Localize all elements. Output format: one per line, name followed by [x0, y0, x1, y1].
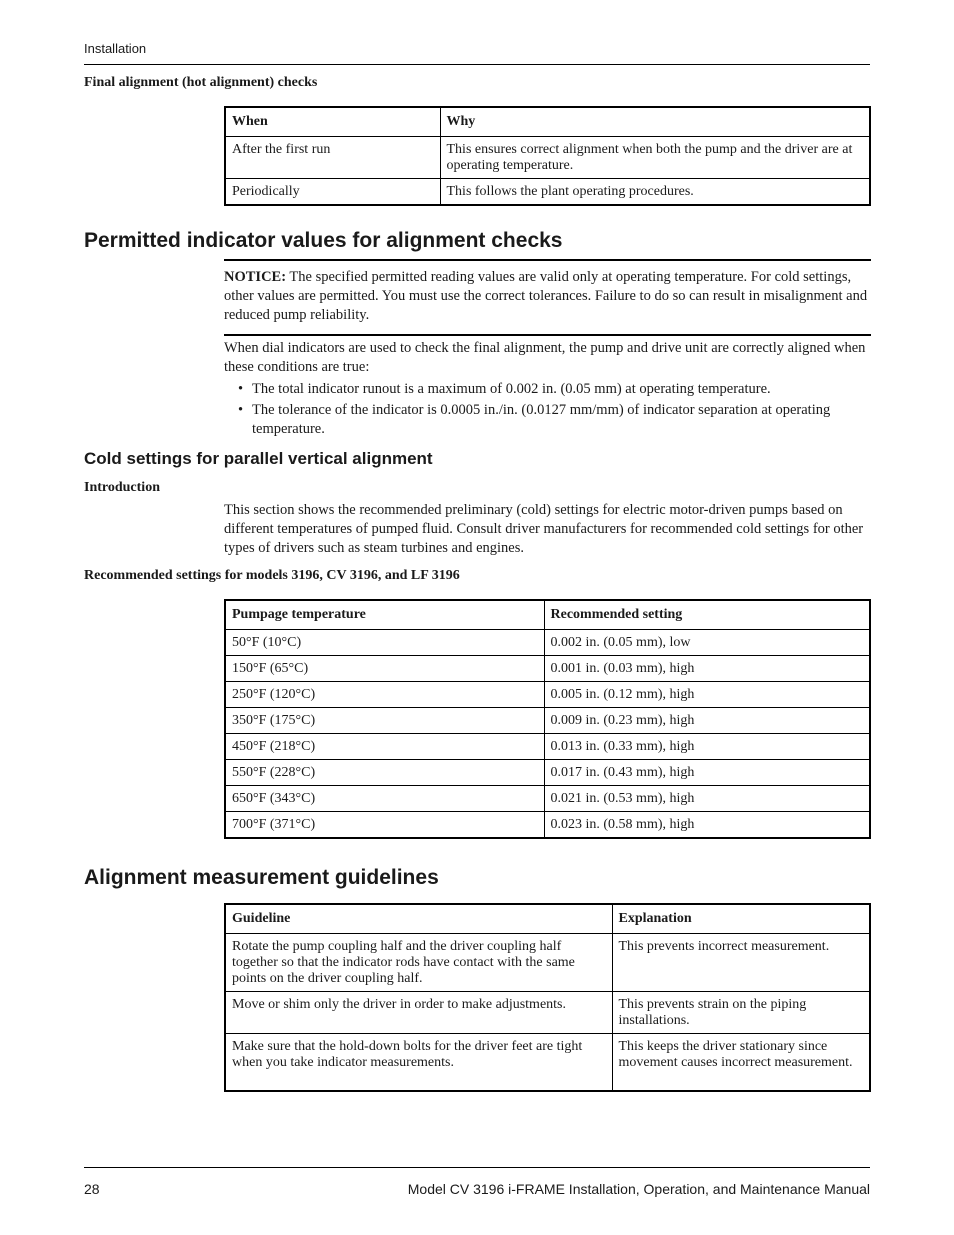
table-cell: 0.021 in. (0.53 mm), high: [544, 786, 870, 812]
cold-heading: Cold settings for parallel vertical alignment: [84, 449, 433, 468]
notice-block: [224, 268, 870, 325]
guidelines-heading: Alignment measurement guidelines: [84, 866, 439, 889]
table-row: [225, 656, 870, 682]
table-row: [225, 682, 870, 708]
final-checks-table: [224, 106, 871, 206]
table-cell: 700°F (371°C): [225, 812, 544, 839]
cold-settings-table: [224, 599, 871, 839]
table-row: [225, 812, 870, 839]
table-row: [225, 137, 870, 179]
column-header: Recommended setting: [544, 600, 870, 630]
table-cell: 250°F (120°C): [225, 682, 544, 708]
list-item: • The total indicator runout is a maximum of 0.002 in. (0.05 mm) at operating temperature.: [238, 381, 771, 397]
permitted-heading: Permitted indicator values for alignment checks: [84, 229, 563, 252]
footer-rule: [84, 1167, 870, 1168]
table-row: [225, 179, 870, 206]
list-item: • The tolerance of the indicator is 0.0005 in./in. (0.0127 mm/mm) of indicator separation at operating temperature.: [238, 402, 831, 437]
table-cell: 0.002 in. (0.05 mm), low: [544, 630, 870, 656]
table-cell: 0.009 in. (0.23 mm), high: [544, 708, 870, 734]
table-row: [225, 708, 870, 734]
table-cell: 0.023 in. (0.58 mm), high: [544, 812, 870, 839]
final-checks-heading: Final alignment (hot alignment) checks: [84, 75, 318, 90]
table-row: [225, 734, 870, 760]
bullet-icon: •: [238, 381, 244, 397]
column-header: Why: [440, 107, 870, 137]
table-cell: This keeps the driver stationary since movement causes incorrect measurement.: [612, 1034, 870, 1091]
table-header-row: [225, 600, 870, 630]
table-cell: 0.005 in. (0.12 mm), high: [544, 682, 870, 708]
guidelines-table: [224, 903, 871, 1092]
header-rule: [84, 64, 870, 65]
table-cell: Make sure that the hold-down bolts for the driver feet are tight when you take indicator measurements.: [225, 1034, 612, 1091]
column-header: Explanation: [612, 904, 870, 934]
table-header-row: [225, 107, 870, 137]
table-cell: 450°F (218°C): [225, 734, 544, 760]
table-header-row: [225, 904, 870, 934]
notice-top-rule: [224, 259, 871, 261]
column-header: When: [225, 107, 440, 137]
table-cell: This ensures correct alignment when both the pump and the driver are at operating temperature.: [440, 137, 870, 179]
table-row: [225, 1034, 870, 1091]
table-cell: 0.013 in. (0.33 mm), high: [544, 734, 870, 760]
running-header: Installation: [84, 41, 147, 56]
table-cell: 50°F (10°C): [225, 630, 544, 656]
table-cell: Rotate the pump coupling half and the driver coupling half together so that the indicator rods have contact with the same points on the driver coupling half.: [225, 934, 612, 992]
notice-bottom-rule: [224, 334, 871, 336]
table-cell: 150°F (65°C): [225, 656, 544, 682]
table-cell: 0.017 in. (0.43 mm), high: [544, 760, 870, 786]
notice-label: NOTICE:: [224, 269, 287, 285]
bullet-icon: •: [238, 402, 244, 418]
table-cell: This follows the plant operating procedures.: [440, 179, 870, 206]
permitted-bullet-list: [224, 380, 870, 441]
permitted-intro: When dial indicators are used to check the final alignment, the pump and drive unit are correctly aligned when these conditions are true:: [224, 340, 866, 375]
cold-intro-text: This section shows the recommended preliminary (cold) settings for electric motor-driven pumps based on different temperatures of pumped fluid. Consult driver manufacturers for recommended cold settings for other types of drivers such as steam turbines and engines.: [224, 502, 864, 556]
table-row: [225, 630, 870, 656]
table-cell: 0.001 in. (0.03 mm), high: [544, 656, 870, 682]
table-cell: This prevents incorrect measurement.: [612, 934, 870, 992]
page-number: 28: [84, 1181, 100, 1197]
table-cell: 650°F (343°C): [225, 786, 544, 812]
column-header: Pumpage temperature: [225, 600, 544, 630]
table-cell: 350°F (175°C): [225, 708, 544, 734]
footer-title: Model CV 3196 i-FRAME Installation, Operation, and Maintenance Manual: [407, 1181, 870, 1197]
column-header: Guideline: [225, 904, 612, 934]
notice-text: The specified permitted reading values are valid only at operating temperature. For cold settings, other values are permitted. You must use the correct tolerances. Failure to do so can result in misalignment and reduced pump reliability.: [224, 269, 868, 323]
table-cell: 550°F (228°C): [225, 760, 544, 786]
introduction-heading: Introduction: [84, 480, 160, 495]
table-cell: After the first run: [225, 137, 440, 179]
table-row: [225, 934, 870, 992]
table-row: [225, 992, 870, 1034]
table-cell: This prevents strain on the piping installations.: [612, 992, 870, 1034]
table-row: [225, 760, 870, 786]
table-row: [225, 786, 870, 812]
table-cell: Move or shim only the driver in order to make adjustments.: [225, 992, 612, 1034]
table-cell: Periodically: [225, 179, 440, 206]
recommended-heading: Recommended settings for models 3196, CV 3196, and LF 3196: [84, 568, 460, 583]
